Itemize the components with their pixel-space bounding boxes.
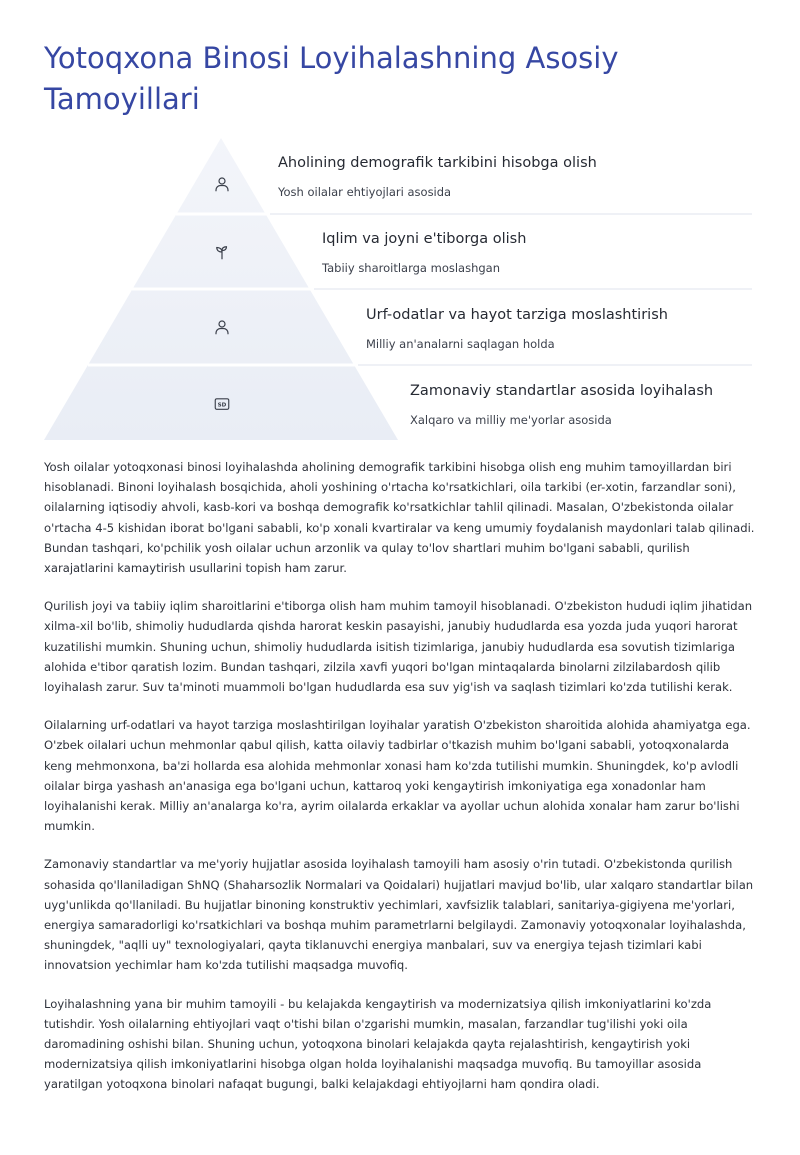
level-subtitle: Xalqaro va milliy me'yorlar asosida: [410, 413, 612, 427]
pyramid-level-2: [322, 229, 526, 276]
sd-badge-icon: [213, 395, 231, 413]
paragraph: Yosh oilalar yotoqxonasi binosi loyihalashda aholining demografik tarkibini hisobga olish eng muhim tamoyillardan biri hisoblanadi. Binoni loyihalash bosqichida, aholi yoshining o'rtacha ko'rsatkichlari, oila tarkibi (er-xotin, farzandlar soni), oilalarning iqtisodiy ahvoli, kasb-kori va boshqa demografik ko'rsatkichlar tahlil qilinadi. Masalan, O'zbekistonda oilalar o'rtacha 4-5 kishidan iborat bo'lgani sababli, ko'p xonali kvartiralar va keng umumiy foydalanish maydonlari talab qilinadi. Bundan tashqari, ko'pchilik yosh oilalar uchun arzonlik va qulay to'lov shartlari muhim bo'lgani sababli, qurilish xarajatlarini kamaytirish usullarini topish ham zarur.: [44, 460, 755, 576]
page-title: Yotoqxona Binosi Loyihalashning Asosiy Tamoyillari: [44, 41, 619, 116]
paragraph: Loyihalashning yana bir muhim tamoyili - bu kelajakda kengaytirish va modernizatsiya qilish imkoniyatlarini ko'zda tutishdir. Yosh oilalarning ehtiyojlari vaqt o'tishi bilan o'zgarishi mumkin, masalan, farzandlar tug'ilishi yoki oila daromadining oshishi bilan. Shuning uchun, yotoqxona binolari kelajakda qayta rejalashtirish, kengaytirish yoki modernizatsiya qilish imkoniyatlarini hisobga olgan holda loyihalanishi maqsadga muvofiq. Bu tamoyillar asosida yaratilgan yotoqxona binolari nafaqat bugungi, balki kelajakdagi ehtiyojlarni ham qondira oladi.: [44, 996, 712, 1092]
pyramid-diagram: [44, 138, 756, 440]
body-text: [44, 457, 756, 1113]
level-subtitle: Milliy an'analarni saqlagan holda: [366, 337, 555, 351]
paragraph: Zamonaviy standartlar va me'yoriy hujjatlar asosida loyihalash tamoyili ham asosiy o'rin tutadi. O'zbekistonda qurilish sohasida qo'llaniladigan ShNQ (Shaharsozlik Normalari va Qoidalari) hujjatlari mavjud bo'lib, ular xalqaro standartlar bilan uyg'unlikda qo'llaniladi. Bu hujjatlar binoning konstruktiv yechimlari, xavfsizlik talablari, sanitariya-gigiyena me'yorlari, energiya samaradorligi ko'rsatkichlari va boshqa muhim parametrlarni belgilaydi. Zamonaviy yotoqxonalar loyihalashda, shuningdek, "aqlli uy" texnologiyalari, qayta tiklanuvchi energiya manbalari, suv va energiya tejash tizimlari kabi innovatsion yechimlar ham ko'zda tutilishi maqsadga muvofiq.: [44, 857, 754, 973]
level-subtitle: Tabiiy sharoitlarga moslashgan: [322, 261, 501, 275]
user-icon: [213, 175, 231, 193]
pyramid-level-1: [278, 153, 597, 200]
user-icon: [213, 318, 231, 336]
level-title: Aholining demografik tarkibini hisobga olish: [278, 155, 597, 171]
paragraph: Oilalarning urf-odatlari va hayot tarziga moslashtirilgan loyihalar yaratish O'zbekiston sharoitida alohida ahamiyatga ega. O'zbek oilalari uchun mehmonlar qabul qilish, katta oilaviy tadbirlar o'tkazish muhim bo'lgani sababli, yotoqxonalarda keng mehmonxona, ba'zi hollarda esa alohida mehmonlar xonasi ham ko'zda tutilishi mumkin. Shuningdek, ko'p avlodli oilalar birga yashash an'anasiga ega bo'lgani uchun, kattaroq yoki kengaytirish imkoniyatiga ega xonadonlar ham loyihalanishi kerak. Milliy an'analarga ko'ra, ayrim oilalarda erkaklar va ayollar uchun alohida xonalar ham zarur bo'lishi mumkin.: [44, 718, 751, 834]
level-subtitle: Yosh oilalar ehtiyojlari asosida: [278, 185, 452, 199]
pyramid-level-3: [366, 305, 668, 352]
svg-text:SD: SD: [217, 402, 227, 409]
level-title: Urf-odatlar va hayot tarziga moslashtirish: [366, 307, 668, 323]
level-title: Zamonaviy standartlar asosida loyihalash: [410, 383, 714, 399]
level-title: Iqlim va joyni e'tiborga olish: [322, 231, 527, 247]
sprout-icon: [213, 243, 231, 261]
paragraph: Qurilish joyi va tabiiy iqlim sharoitlarini e'tiborga olish ham muhim tamoyil hisoblanadi. O'zbekiston hududi iqlim jihatidan xilma-xil bo'lib, shimoliy hududlarda qishda harorat keskin pasayishi, janubiy hududlarda esa yozda juda yuqori harorat kuzatilishi mumkin. Shuning uchun, shimoliy hududlarda isitish tizimlariga, janubiy hududlarda esa sovutish tizimlariga alohida e'tibor qaratish lozim. Bundan tashqari, zilzila xavfi yuqori bo'lgan mintaqalarda binolarni zilzilabardosh qilib loyihalash zarur. Suv ta'minoti muammoli bo'lgan hududlarda esa suv yig'ish va saqlash tizimlari ko'zda tutilishi kerak.: [44, 599, 753, 695]
pyramid-level-4: [410, 381, 713, 428]
